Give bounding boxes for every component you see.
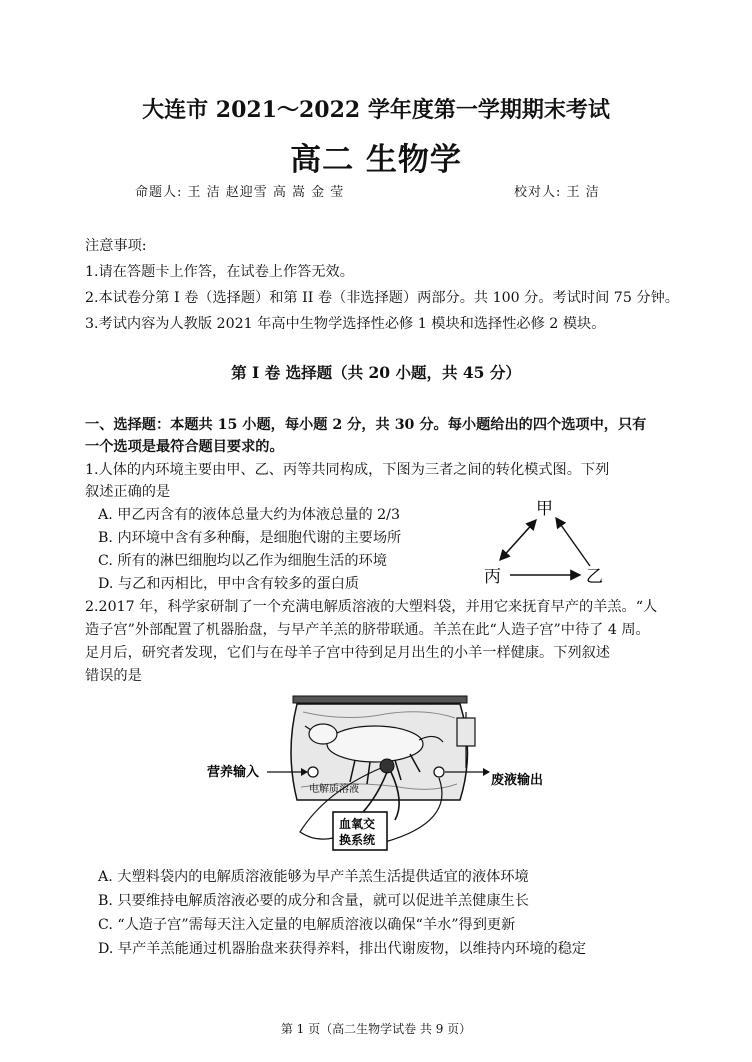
- q1-conversion-diagram: [478, 496, 618, 588]
- q1-stem: 叙述正确的是: [85, 484, 171, 500]
- iv-bag-icon: [457, 718, 475, 746]
- q2-stem: 错误的是: [85, 668, 142, 684]
- notice-item: 1.请在答题卡上作答，在试卷上作答无效。: [85, 264, 354, 280]
- page-footer: 第 1 页（高二生物学试卷 共 9 页）: [280, 1022, 472, 1036]
- notice-heading: 注意事项:: [85, 238, 147, 254]
- proofreader-line: 校对人: 王 洁: [514, 185, 600, 200]
- authors-line: 命题人: 王 洁 赵迎雪 高 嵩 金 莹: [135, 185, 345, 200]
- q2-stem: 足月后，研究者发现，它们与在母羊子宫中待到足月出生的小羊一样健康。下列叙述: [85, 645, 610, 661]
- q2-option-c[interactable]: C. “人造子宫”需每天注入定量的电解质溶液以确保“羊水”得到更新: [98, 917, 516, 933]
- diagram-node-yi: 乙: [586, 567, 603, 587]
- q2-option-b[interactable]: B. 只要维持电解质溶液必要的成分和含量，就可以促进羊羔健康生长: [98, 893, 529, 909]
- notice-item: 3.考试内容为人教版 2021 年高中生物学选择性必修 1 模块和选择性必修 2 模块。: [85, 316, 606, 332]
- output-label: 废液输出: [491, 773, 544, 788]
- q2-stem: 造子宫”外部配置了机器胎盘，与早产羊羔的脐带联通。羊羔在此“人造子宫”中待了 4 周。: [85, 622, 650, 638]
- exchange-label-1: 血氧交: [339, 817, 376, 831]
- notice-item: 2.本试卷分第 I 卷（选择题）和第 II 卷（非选择题）两部分。共 100 分。考试时间 75 分钟。: [85, 290, 679, 306]
- q2-stem: 2.2017 年，科学家研制了一个充满电解质溶液的大塑料袋，并用它来抚育早产的羊羔。“人: [85, 599, 658, 615]
- solution-label: 电解质溶液: [309, 784, 359, 795]
- q1-option-b[interactable]: B. 内环境中含有多种酶，是细胞代谢的主要场所: [98, 530, 402, 546]
- q1-option-a[interactable]: A. 甲乙丙含有的液体总量大约为体液总量的 2/3: [98, 507, 400, 523]
- arrow-bing-to-jia: [500, 520, 536, 560]
- input-label: 营养输入: [207, 765, 260, 780]
- artificial-womb-figure: [205, 692, 565, 854]
- exchange-label-2: 换系统: [339, 833, 376, 847]
- exam-title: 大连市 2021～2022 学年度第一学期期末考试: [142, 97, 610, 123]
- arrow-yi-to-jia: [556, 518, 590, 566]
- q1-option-d[interactable]: D. 与乙和丙相比，甲中含有较多的蛋白质: [98, 576, 360, 592]
- q2-option-d[interactable]: D. 早产羊羔能通过机器胎盘来获得养料，排出代谢废物，以维持内环境的稳定: [98, 941, 587, 957]
- q1-stem: 1.人体的内环境主要由甲、乙、丙等共同构成，下图为三者之间的转化模式图。下列: [85, 462, 610, 478]
- diagram-node-jia: 甲: [536, 499, 553, 519]
- section-title: 第 I 卷 选择题（共 20 小题，共 45 分）: [231, 363, 521, 382]
- subject-title: 高二 生物学: [290, 142, 462, 178]
- section-instructions: 一、选择题：本题共 15 小题，每小题 2 分，共 30 分。每小题给出的四个选项中，只有: [85, 417, 647, 433]
- q1-option-c[interactable]: C. 所有的淋巴细胞均以乙作为细胞生活的环境: [98, 553, 387, 569]
- diagram-node-bing: 丙: [484, 567, 501, 587]
- section-instructions: 一个选项是最符合题目要求的。: [85, 439, 284, 455]
- q2-option-a[interactable]: A. 大塑料袋内的电解质溶液能够为早产羊羔生活提供适宜的液体环境: [98, 869, 529, 885]
